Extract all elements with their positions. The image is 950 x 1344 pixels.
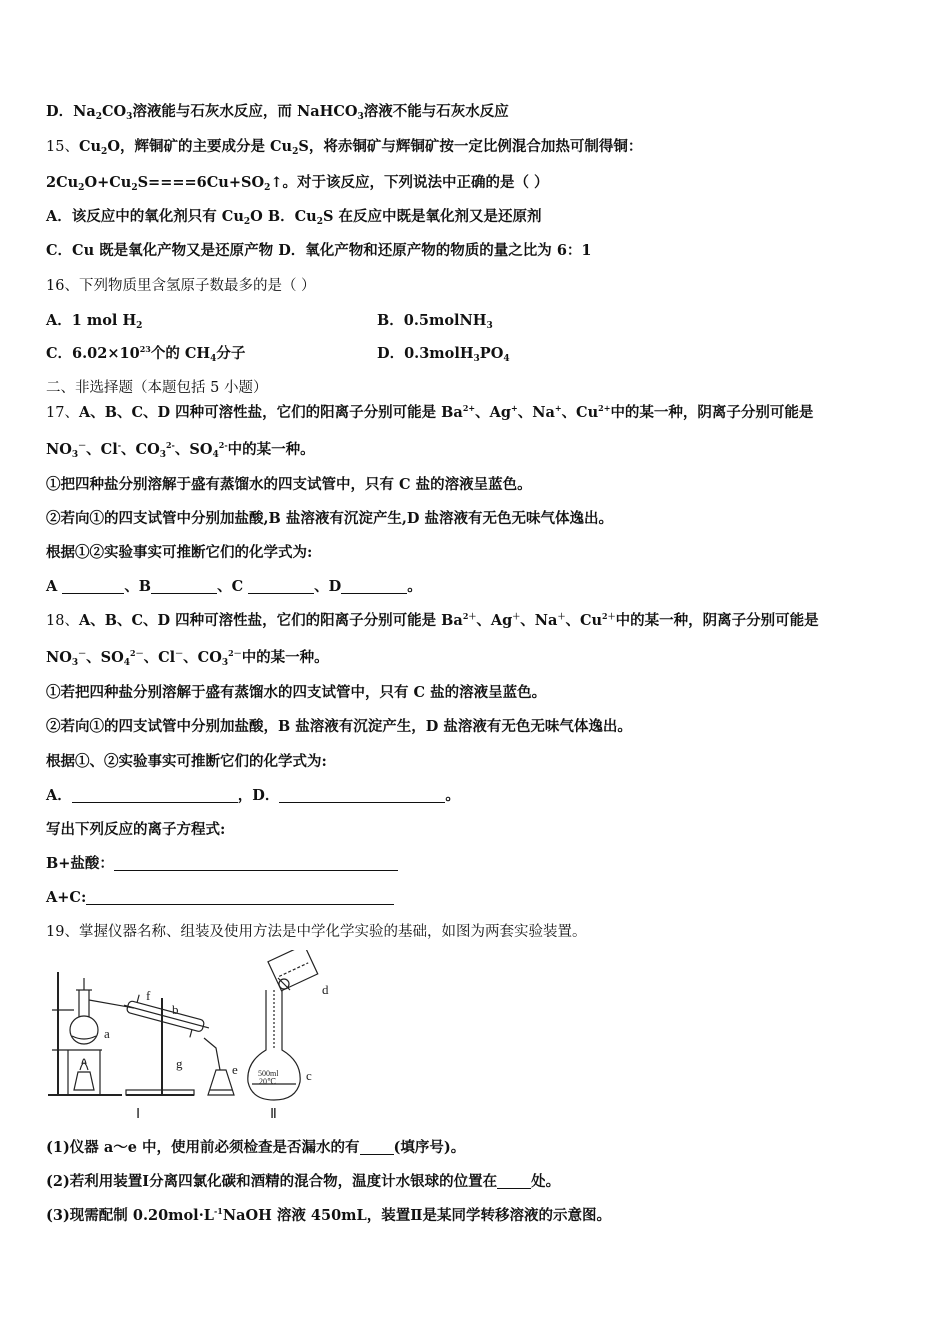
- q16-option-b: B．0.5molNH$_3$: [377, 312, 493, 331]
- answer-blank[interactable]: [86, 890, 394, 905]
- section-heading: 二、非选择题（本题包括 5 小题）: [46, 380, 268, 396]
- q17-line-3: ①把四种盐分别溶解于盛有蒸馏水的四支试管中，只有 C 盐的溶液呈蓝色。: [46, 476, 532, 493]
- label-e: e: [232, 1062, 238, 1077]
- q16-option-d: D．$0.3molH_3PO_4$: [377, 345, 510, 364]
- q15-stem: 15、$Cu_2O$，辉铜矿的主要成分是 $Cu_2S$，将赤铜矿与辉铜矿按一定比例混合加热可制得铜：: [46, 138, 643, 157]
- q19-sub-3: (3)现需配制 $0.20mol\cdot L^{-1}NaOH$ 溶液 450mL，装置Ⅱ是某同学转移溶液的示意图。: [46, 1206, 611, 1224]
- label-a: a: [104, 1026, 110, 1041]
- q16-option-a: A．1 mol $H_2$: [46, 312, 143, 331]
- label-c: c: [306, 1068, 312, 1083]
- q17-answer-line: A 、B 、C 、D 。: [46, 578, 422, 595]
- q14-option-d: D．$Na_2CO_3$溶液能与石灰水反应，而 NaHCO$_3$溶液不能与石灰水反应: [46, 103, 509, 122]
- answer-blank[interactable]: [248, 579, 314, 594]
- q16-stem: 16、下列物质里含氢原子数最多的是（ ）: [46, 278, 316, 294]
- answer-blank[interactable]: [72, 788, 238, 803]
- flask-volume: 500ml: [258, 1069, 279, 1078]
- label-g: g: [176, 1056, 183, 1071]
- q17-line-1: 17、A、B、C、D 四种可溶性盐，它们的阳离子分别可能是 $Ba^{2+}$、Ag+、Na+、$Cu^{2+}$中的某一种，阴离子分别可能是: [46, 403, 814, 421]
- q18-line-1: 18、A、B、C、D 四种可溶性盐，它们的阳离子分别可能是 $Ba^{2+}$、Ag＋、Na＋、$Cu^{2+}$中的某一种，阴离子分别可能是: [46, 611, 819, 629]
- q18-line-5: 根据①、②实验事实可推断它们的化学式为:: [46, 753, 327, 770]
- q15-options-cd: C．Cu 既是氧化产物又是还原产物 D．氧化产物和还原产物的物质的量之比为 6：1: [46, 242, 592, 259]
- label-d: d: [322, 982, 329, 997]
- label-f: f: [146, 988, 151, 1003]
- answer-blank[interactable]: [360, 1140, 394, 1155]
- flask-temperature: 20℃: [259, 1077, 276, 1086]
- q19-stem: 19、掌握仪器名称、组装及使用方法是中学化学实验的基础，如图为两套实验装置。: [46, 924, 587, 940]
- q17-line-5: 根据①②实验事实可推断它们的化学式为:: [46, 544, 313, 561]
- q18-line-3: ①若把四种盐分别溶解于盛有蒸馏水的四支试管中，只有 C 盐的溶液呈蓝色。: [46, 684, 547, 701]
- q18-line-4: ②若向①的四支试管中分别加盐酸，B 盐溶液有沉淀产生，D 盐溶液有无色无味气体逸出。: [46, 718, 632, 735]
- q17-line-2: $NO_3^-$、Cl-、$CO_3^{2-}$、$SO_4^{2-}$中的某一种。: [46, 440, 315, 460]
- q15-equation: $2Cu_2O+Cu_2S====6Cu+SO_2↑$。对于该反应，下列说法中正确的是（ ）: [46, 174, 549, 193]
- q16-option-c: C．$6.02\times 10^{23}$个的 $CH_4$分子: [46, 344, 246, 364]
- label-apparatus-2: Ⅱ: [270, 1107, 277, 1122]
- lab-apparatus-figure: [44, 950, 344, 1125]
- q18-line-9: A+C:: [46, 888, 394, 908]
- q18-answer-line: A． ，D． 。: [46, 787, 460, 804]
- q15-options-ab: A．该反应中的氧化剂只有 $Cu_2O$ B．$Cu_2S$ 在反应中既是氧化剂又是还原剂: [46, 208, 542, 227]
- answer-blank[interactable]: [279, 788, 445, 803]
- q19-sub-1: (1)仪器 a～e 中，使用前必须检查是否漏水的有 (填序号)。: [46, 1139, 466, 1156]
- q18-line-2: $NO_3^-$、$SO_4^{2-}$、Cl－、$CO_3^{2-}$中的某一种。: [46, 648, 329, 668]
- q18-line-7: 写出下列反应的离子方程式:: [46, 821, 226, 838]
- answer-blank[interactable]: [497, 1174, 531, 1189]
- q18-line-8: B+盐酸：: [46, 854, 398, 874]
- q19-sub-2: (2)若利用装置Ⅰ分离四氯化碳和酒精的混合物，温度计水银球的位置在 处。: [46, 1173, 561, 1190]
- q17-line-4: ②若向①的四支试管中分别加盐酸,B 盐溶液有沉淀产生,D 盐溶液有无色无味气体逸出。: [46, 510, 614, 527]
- answer-blank[interactable]: [151, 579, 217, 594]
- answer-blank[interactable]: [62, 579, 124, 594]
- distillation-apparatus: [48, 972, 234, 1095]
- label-apparatus-1: Ⅰ: [136, 1107, 141, 1122]
- label-b: b: [172, 1002, 179, 1017]
- answer-blank[interactable]: [341, 579, 407, 594]
- answer-blank[interactable]: [114, 856, 398, 871]
